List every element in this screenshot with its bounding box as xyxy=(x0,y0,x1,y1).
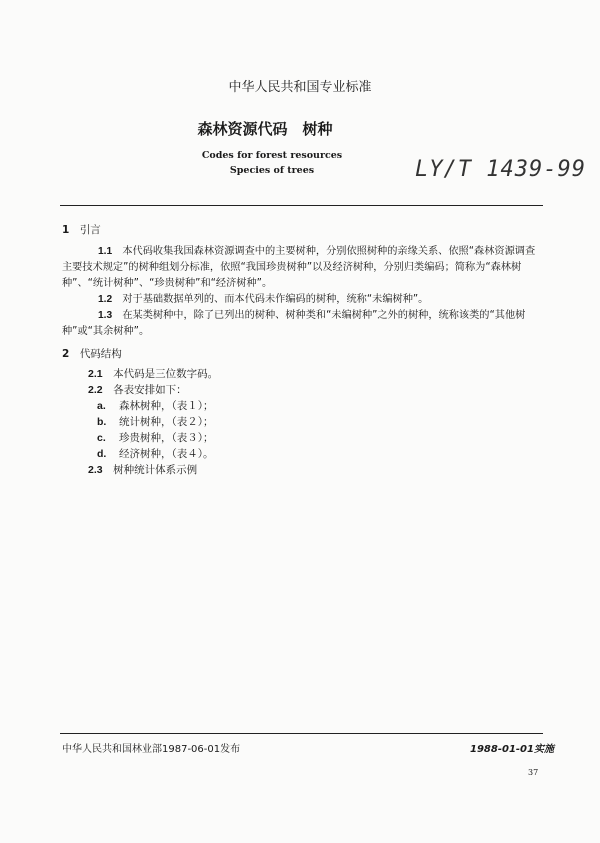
list-item: b. 统计树种，（表２）； xyxy=(97,416,214,428)
title-en-2: Species of trees xyxy=(229,165,315,176)
section-2-heading: 2 代码结构 xyxy=(62,348,122,360)
para-1-1: 1.1 本代码收集我国森林资源调查中的主要树种，分别依照树种的亲缘关系、依照“森林资源调查主要技术规定”的树种组划分标准，依照“我国珍贵树种”以及经济树种，分别归类编码；简称为“森林树种”、“统计树种”、“珍贵树种”和“经济树种”。 xyxy=(62,246,536,289)
footer-rule xyxy=(60,733,543,734)
standard-code-handwritten: LY/T 1439-99 xyxy=(415,157,586,182)
para-2-3: 2.3 树种统计体系示例 xyxy=(88,464,198,476)
standard-category: 中华人民共和国专业标准 xyxy=(228,80,372,95)
para-2-1: 2.1 本代码是三位数字码。 xyxy=(88,368,219,380)
list-item: d. 经济树种，（表４）。 xyxy=(97,448,214,460)
title-en-1: Codes for forest resources xyxy=(201,150,343,161)
list-item: c. 珍贵树种，（表３）； xyxy=(97,432,214,444)
page-number: 37 xyxy=(528,768,539,777)
header-rule xyxy=(60,205,543,206)
title-cn: 森林资源代码 树种 xyxy=(197,120,333,138)
para-2-2: 2.2 各表安排如下： xyxy=(88,384,187,396)
section-1-heading: 1 引言 xyxy=(62,224,101,236)
para-1-2: 1.2 对于基础数据单列的、而本代码未作编码的树种，统称“未编树种”。 xyxy=(98,294,429,305)
issuer-text: 中华人民共和国林业部1987-06-01发布 xyxy=(62,744,241,755)
para-1-3: 1.3 在某类树种中，除了已列出的树种、树种类和“未编树种”之外的树种，统称该类的“其他树种”或“其余树种”。 xyxy=(62,310,526,337)
list-item: a. 森林树种，（表１）； xyxy=(97,400,214,412)
effective-date: 1988-01-01实施 xyxy=(470,744,554,755)
